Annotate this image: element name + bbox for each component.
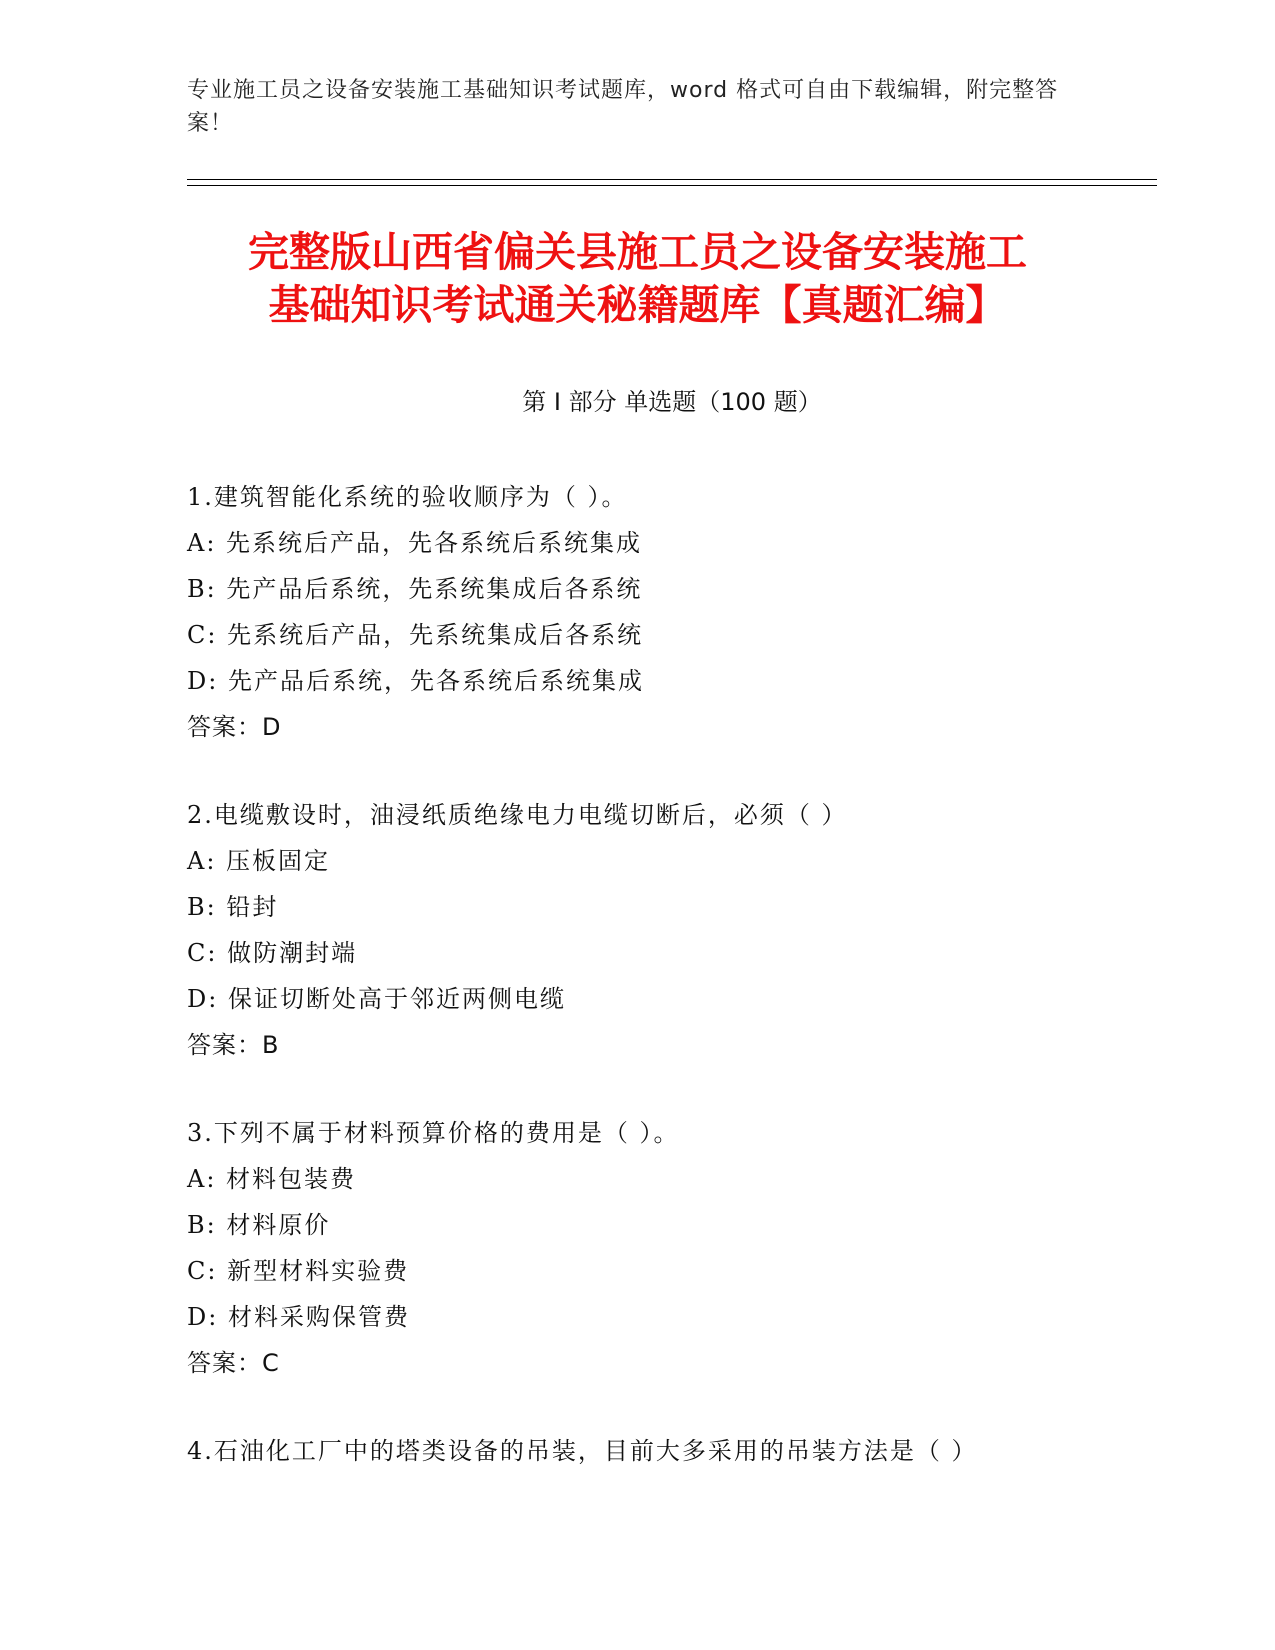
option-d: D: 先产品后系统，先各系统后系统集成 [187, 667, 644, 695]
option-b: B: 铅封 [187, 893, 279, 921]
answer: 答案：B [187, 1031, 280, 1059]
title-line-2: 基础知识考试通关秘籍题库【真题汇编】 [268, 281, 1007, 329]
option-c: C: 做防潮封端 [187, 939, 358, 967]
header-note: 专业施工员之设备安装施工基础知识考试题库，word 格式可自由下载编辑，附完整答案！ [187, 78, 1059, 136]
question-stem: 1.建筑智能化系统的验收顺序为（ ）。 [187, 483, 628, 511]
question-stem: 4.石油化工厂中的塔类设备的吊装，目前大多采用的吊装方法是（ ） [187, 1437, 978, 1465]
header-divider-top [187, 179, 1157, 180]
header-divider-bottom [187, 185, 1157, 186]
question-4 [187, 1428, 1157, 1474]
option-d: D: 保证切断处高于邻近两侧电缆 [187, 985, 566, 1013]
option-b: B: 材料原价 [187, 1211, 331, 1239]
answer: 答案：C [187, 1349, 280, 1377]
option-a: A: 压板固定 [187, 847, 331, 875]
answer: 答案：D [187, 713, 282, 741]
option-a: A: 先系统后产品，先各系统后系统集成 [187, 529, 643, 557]
option-b: B: 先产品后系统，先系统集成后各系统 [187, 575, 643, 603]
section-heading: 第 I 部分 单选题（100 题） [522, 388, 822, 416]
question-list [187, 474, 1157, 1516]
option-c: C: 先系统后产品，先系统集成后各系统 [187, 621, 644, 649]
document-title [120, 226, 1155, 332]
option-d: D: 材料采购保管费 [187, 1303, 410, 1331]
option-c: C: 新型材料实验费 [187, 1257, 410, 1285]
question-2 [187, 792, 1157, 1068]
question-stem: 2.电缆敷设时，油浸纸质绝缘电力电缆切断后，必须（ ） [187, 801, 848, 829]
question-stem: 3.下列不属于材料预算价格的费用是（ ）。 [187, 1119, 680, 1147]
option-a: A: 材料包装费 [187, 1165, 357, 1193]
question-3 [187, 1110, 1157, 1386]
title-line-1: 完整版山西省偏关县施工员之设备安装施工 [248, 228, 1027, 276]
question-1 [187, 474, 1157, 750]
